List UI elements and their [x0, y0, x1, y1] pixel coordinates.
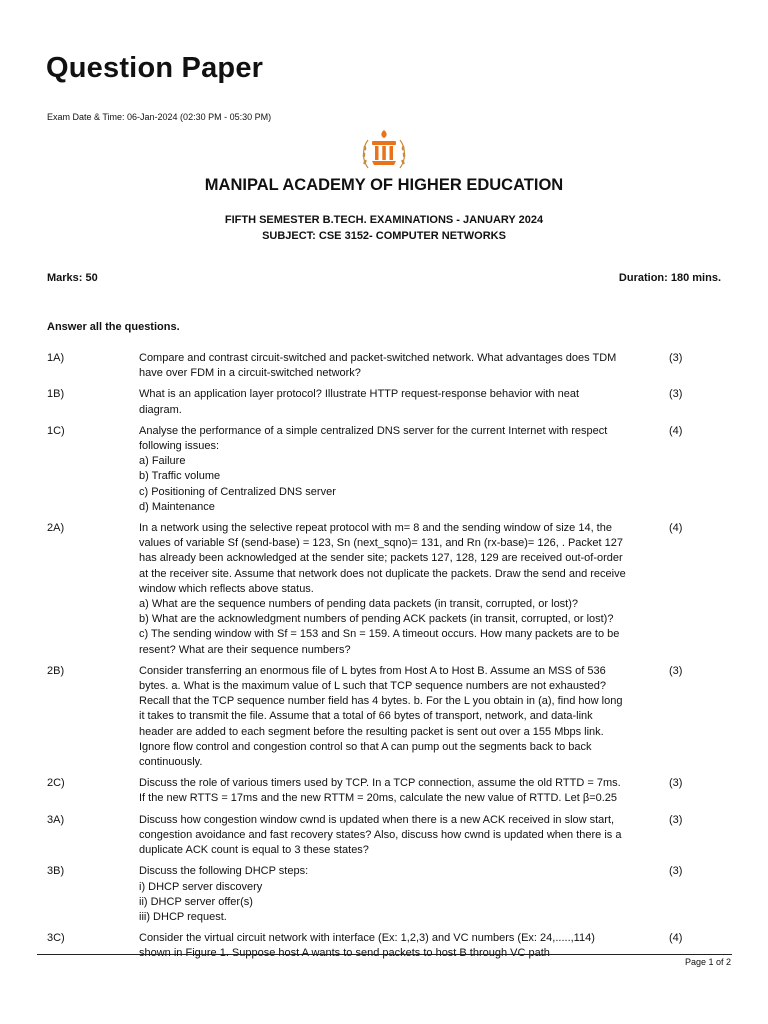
question-marks: (3) — [669, 352, 683, 364]
question-number: 3B) — [47, 865, 65, 878]
exam-date: Exam Date & Time: 06-Jan-2024 (02:30 PM - 05:30 PM) — [47, 112, 272, 122]
question-number: 2A) — [47, 522, 65, 535]
question-text: What is an application layer protocol? Illustrate HTTP request-response behavior with neat diagram. — [139, 388, 580, 416]
semester-line: FIFTH SEMESTER B.TECH. EXAMINATIONS - JANUARY 2024 — [224, 214, 544, 226]
question-item — [0, 351, 768, 381]
question-number: 1B) — [47, 388, 65, 401]
question-text: Consider the virtual circuit network with interface (Ex: 1,2,3) and VC numbers (Ex: 24,.....,114) — [139, 932, 595, 945]
question-text: Discuss the following DHCP steps: i) DHCP server discovery ii) DHCP server offer(s) iii) DHCP request. — [139, 865, 309, 923]
question-marks: (3) — [669, 664, 683, 677]
question-marks: (3) — [669, 777, 683, 790]
question-marks: (3) — [669, 388, 683, 401]
question-text: Analyse the performance of a simple centralized DNS server for the current Internet with respect following issues: a) Failure b) Traffic volume c) Positioning of Centralized DNS server d) Maintenance — [139, 424, 608, 513]
exam-duration: Duration: 180 mins. — [618, 272, 721, 284]
question-number: 1A) — [47, 352, 65, 364]
question-item — [0, 521, 768, 658]
question-marks: (4) — [669, 522, 683, 535]
subject-line: SUBJECT: CSE 3152- COMPUTER NETWORKS — [262, 230, 506, 242]
instructions: Answer all the questions. — [47, 321, 180, 333]
question-text: Discuss how congestion window cwnd is updated when there is a new ACK received in slow start, congestion avoidance and fast recovery states? Also, discuss how cwnd is updated when there is a duplicate ACK count is equal to 3 these states? — [139, 813, 622, 857]
question-marks: (4) — [669, 932, 683, 945]
question-list — [0, 351, 768, 968]
question-item — [0, 931, 768, 961]
question-item — [0, 387, 768, 417]
question-text: Consider transferring an enormous file of L bytes from Host A to Host B. Assume an MSS of 536 bytes. a. What is the maximum value of L such that TCP sequence numbers are not exhausted? Recall that the TCP sequence number field has 4 bytes. b. For the L you obtain in (a), find how long it takes to transmit the file. Assume that a total of 66 bytes of transport, network, and data-link header are added to each segment before the resulting packet is sent out over a 155 Mbps link. Ignore flow control and congestion control so that A can pump out the segments back to back continuously. — [139, 664, 623, 769]
question-item — [0, 776, 768, 806]
page-title: Question Paper — [46, 52, 264, 84]
question-number: 3A) — [47, 813, 65, 826]
question-text: Compare and contrast circuit-switched and packet-switched network. What advantages does TDM have over FDM in a circuit-switched network? — [139, 352, 617, 380]
question-marks: (3) — [669, 865, 683, 878]
question-item — [0, 424, 768, 515]
question-item — [0, 664, 768, 770]
page-number: Page 1 of 2 — [684, 957, 731, 967]
institution-name: MANIPAL ACADEMY OF HIGHER EDUCATION — [204, 176, 564, 194]
question-item — [0, 864, 768, 925]
question-marks: (4) — [669, 424, 683, 437]
question-number: 3C) — [47, 932, 65, 945]
question-text: In a network using the selective repeat protocol with m= 8 and the sending window of size 14, the values of variable Sf (send-base) = 123, Sn (next_sqno)= 131, and Rn (rx-base)= 126, . Packet 127 has already been acknowledged at the sender site; packets 127, 128, 129 are received out-of-order at the receiver site. Assume that network does not duplicate the packets. Draw the send and receive window which reflects above status. a) What are the sequence numbers of pending data packets (in transit, corrupted, or lost)? b) What are the acknowledgment numbers of pending ACK packets (in transit, corrupted, or lost)? c) The sending window with Sf = 153 and Sn = 159. A timeout occurs. How many packets are to be resent? What are their sequence numbers? — [139, 522, 626, 656]
question-number: 2B) — [47, 664, 65, 677]
question-marks: (3) — [669, 813, 683, 826]
question-item — [0, 813, 768, 859]
manipal-logo-icon — [358, 124, 410, 174]
question-number: 1C) — [47, 424, 65, 437]
total-marks: Marks: 50 — [47, 272, 98, 284]
footer-divider — [37, 954, 732, 955]
question-number: 2C) — [47, 777, 65, 790]
question-text: Discuss the role of various timers used by TCP. In a TCP connection, assume the old RTTD = 7ms. If the new RTTS = 17ms and the new RTTM = 20ms, calculate the new value of RTTD. Let β=0.25 — [139, 777, 621, 805]
